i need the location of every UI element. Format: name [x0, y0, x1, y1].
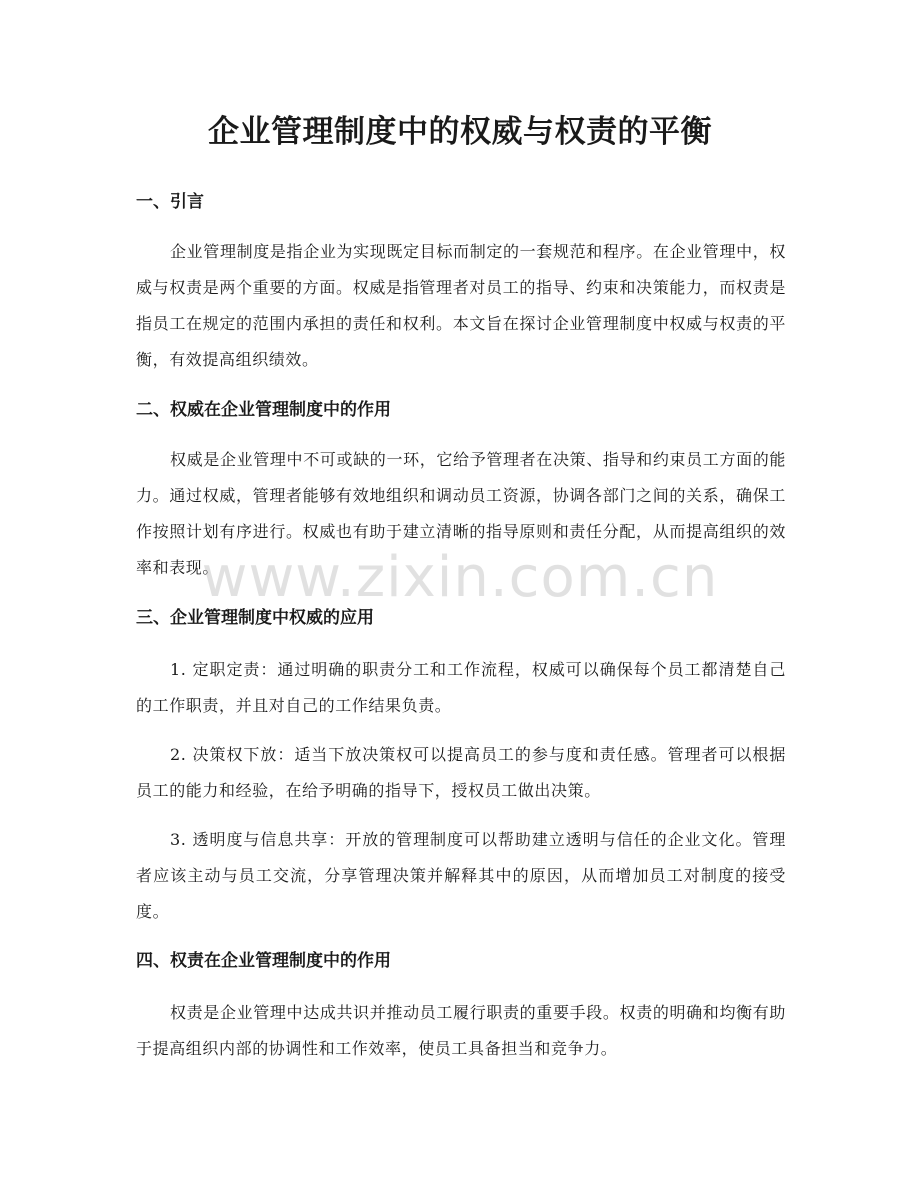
section-paragraph: 权威是企业管理中不可或缺的一环，它给予管理者在决策、指导和约束员工方面的能力。通过权威，管理者能够有效地组织和调动员工资源，协调各部门之间的关系，确保工作按照计划有序进行。权威也有助于建立清晰的指导原则和责任分配，从而提高组织的效率和表现。	[136, 450, 786, 577]
watermark: www.zixin.com.cn	[201, 545, 719, 610]
list-item-paragraph: 1. 定职定责：通过明确的职责分工和工作流程，权威可以确保每个员工都清楚自己的工作职责，并且对自己的工作结果负责。	[136, 660, 786, 715]
list-item-paragraph: 3. 透明度与信息共享：开放的管理制度可以帮助建立透明与信任的企业文化。管理者应该主动与员工交流，分享管理决策并解释其中的原因，从而增加员工对制度的接受度。	[136, 830, 786, 921]
section-paragraph: 企业管理制度是指企业为实现既定目标而制定的一套规范和程序。在企业管理中，权威与权责是两个重要的方面。权威是指管理者对员工的指导、约束和决策能力，而权责是指员工在规定的范围内承担的责任和权利。本文旨在探讨企业管理制度中权威与权责的平衡，有效提高组织绩效。	[136, 242, 786, 369]
list-item-paragraph: 2. 决策权下放：适当下放决策权可以提高员工的参与度和责任感。管理者可以根据员工的能力和经验，在给予明确的指导下，授权员工做出决策。	[136, 745, 786, 800]
document-title: 企业管理制度中的权威与权责的平衡	[208, 114, 712, 150]
section-heading-responsibility-role: 四、权责在企业管理制度中的作用	[136, 951, 391, 971]
section-heading-introduction: 一、引言	[136, 192, 204, 212]
section-heading-authority-application: 三、企业管理制度中权威的应用	[136, 608, 374, 628]
section-heading-authority-role: 二、权威在企业管理制度中的作用	[136, 400, 391, 420]
section-paragraph: 权责是企业管理中达成共识并推动员工履行职责的重要手段。权责的明确和均衡有助于提高组织内部的协调性和工作效率，使员工具备担当和竞争力。	[136, 1003, 786, 1058]
